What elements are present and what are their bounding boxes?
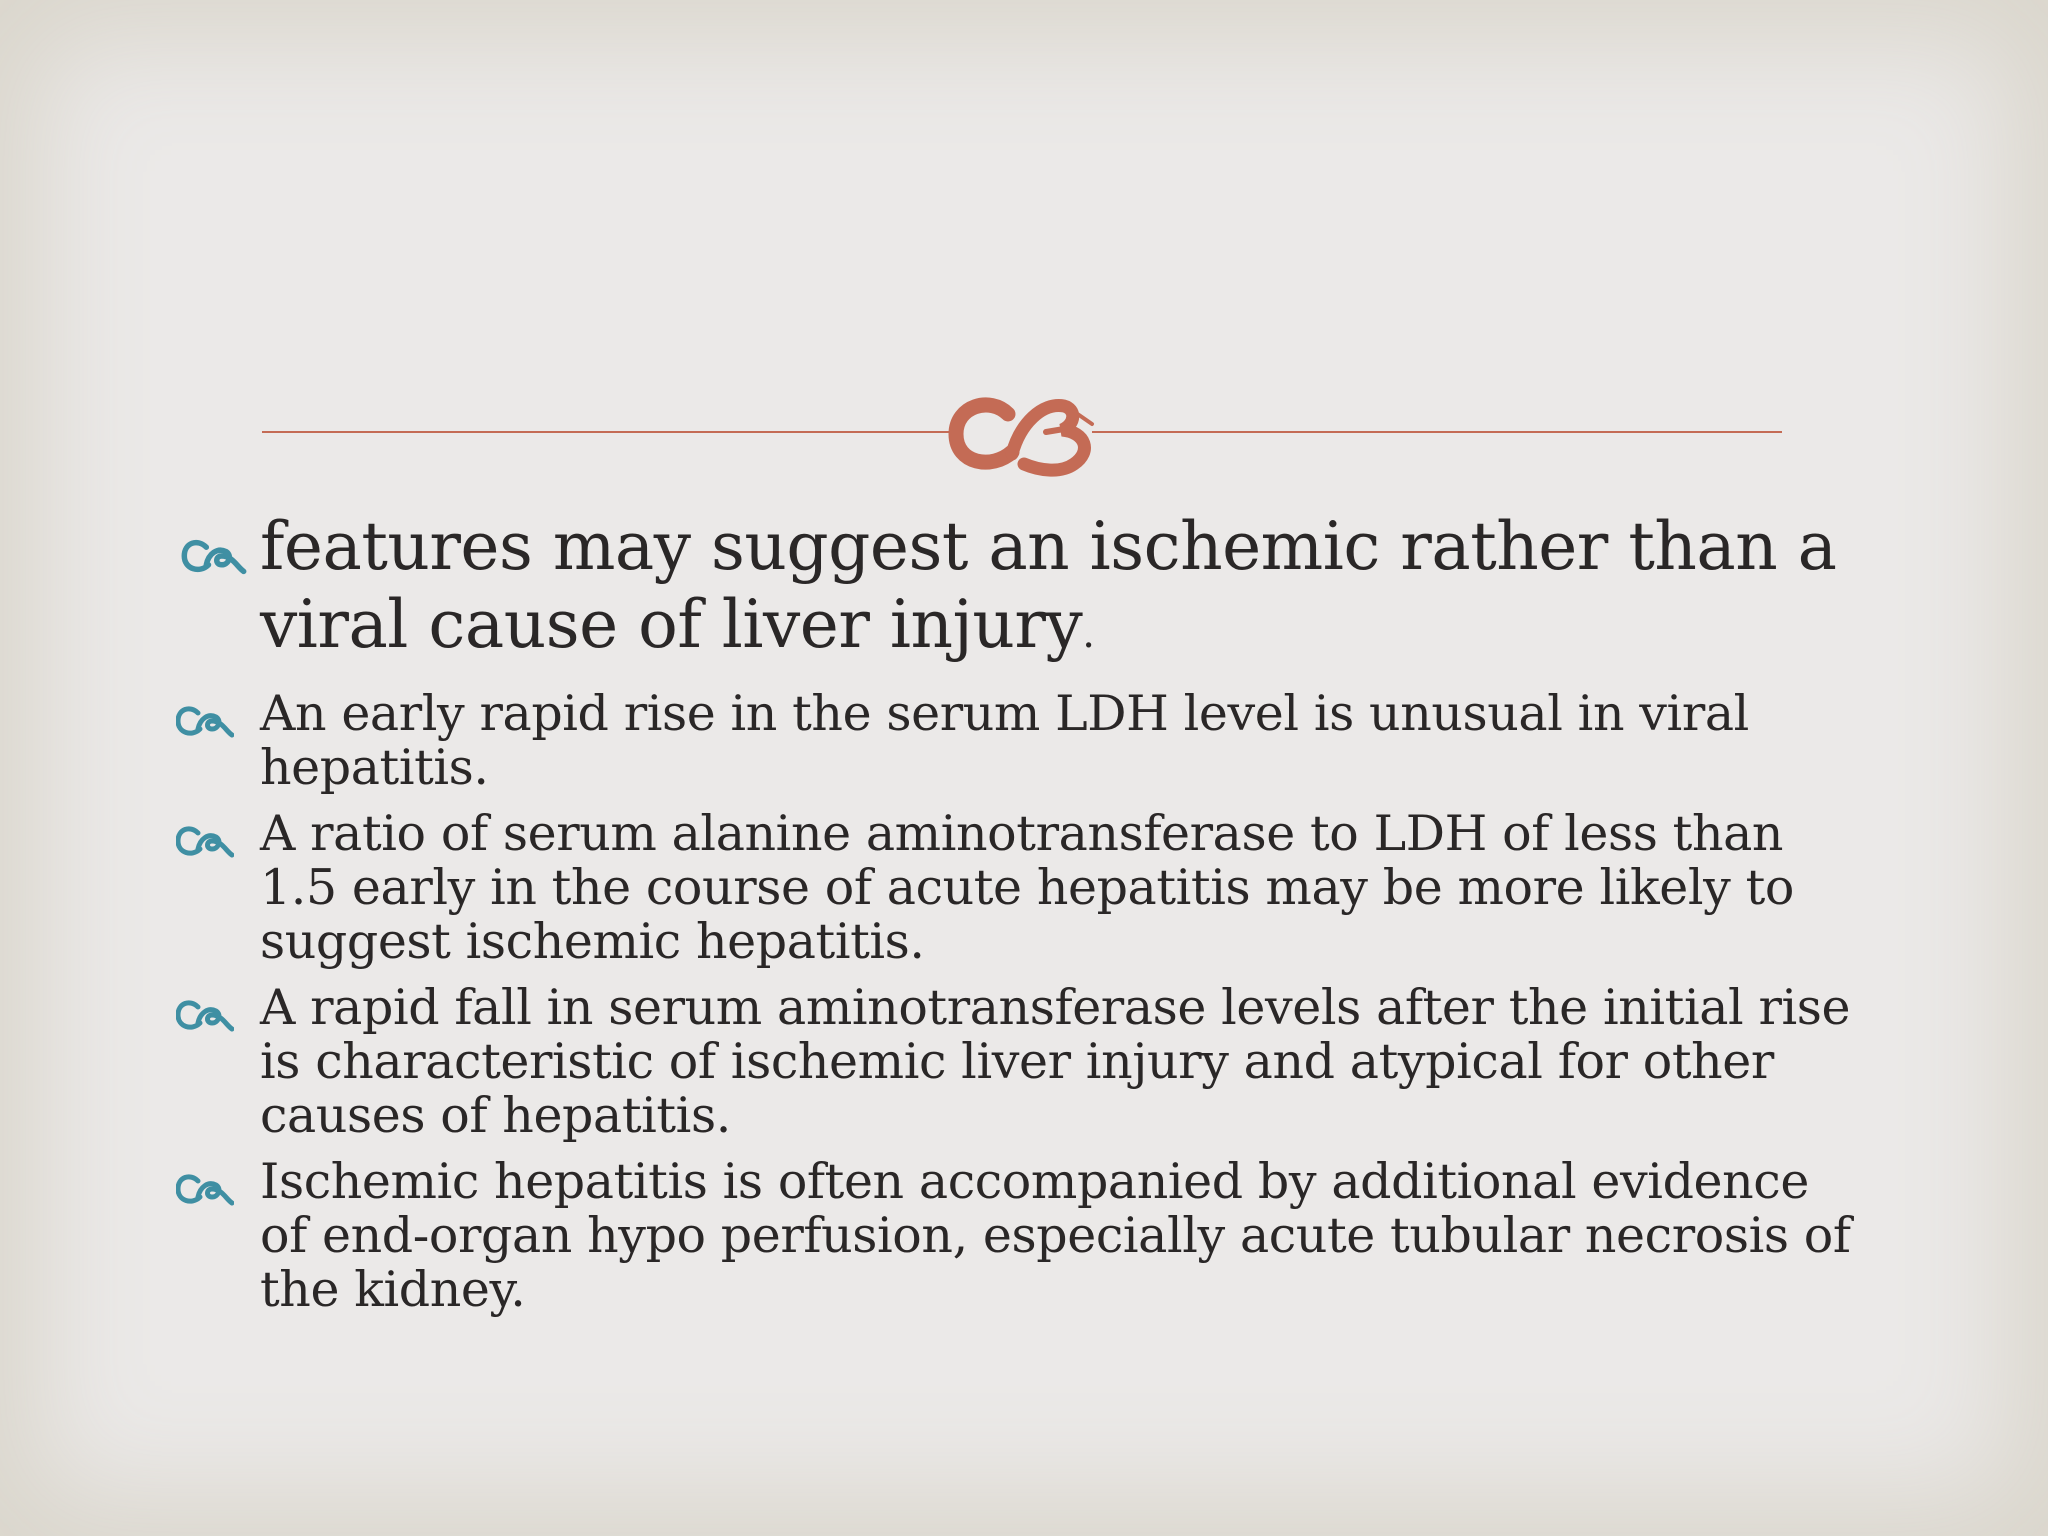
divider-line-right (1092, 431, 1782, 433)
bullet-list (176, 508, 1866, 1329)
lead-bullet (176, 508, 1866, 673)
lead-end-mark: . (1082, 611, 1095, 657)
curl-bullet-icon (176, 995, 234, 1035)
list-item (176, 807, 1866, 969)
curl-bullet-icon (176, 534, 252, 578)
list-item-text: Ischemic hepatitis is often accompanied by additional evidence of end-organ hypo perfusion, especially acute tubular necrosis of the kidney. (260, 1153, 1851, 1318)
list-item-text: A ratio of serum alanine aminotransferase to LDH of less than 1.5 early in the course of acute hepatitis may be more likely to suggest ischemic hepatitis. (260, 805, 1795, 970)
title-divider (262, 384, 1782, 484)
list-item (176, 1155, 1866, 1317)
list-item (176, 981, 1866, 1143)
divider-line-left (262, 431, 952, 433)
list-item-text: A rapid fall in serum aminotransferase levels after the initial rise is characteristic of ischemic liver injury and atypical for other causes of hepatitis. (260, 979, 1851, 1144)
lead-text: features may suggest an ischemic rather than a viral cause of liver injury (260, 508, 1837, 663)
list-item-text: An early rapid rise in the serum LDH level is unusual in viral hepatitis. (260, 685, 1749, 796)
curl-bullet-icon (176, 701, 234, 741)
ornamental-flourish-icon (946, 384, 1098, 480)
curl-bullet-icon (176, 1169, 234, 1209)
curl-bullet-icon (176, 821, 234, 861)
list-item (176, 687, 1866, 795)
